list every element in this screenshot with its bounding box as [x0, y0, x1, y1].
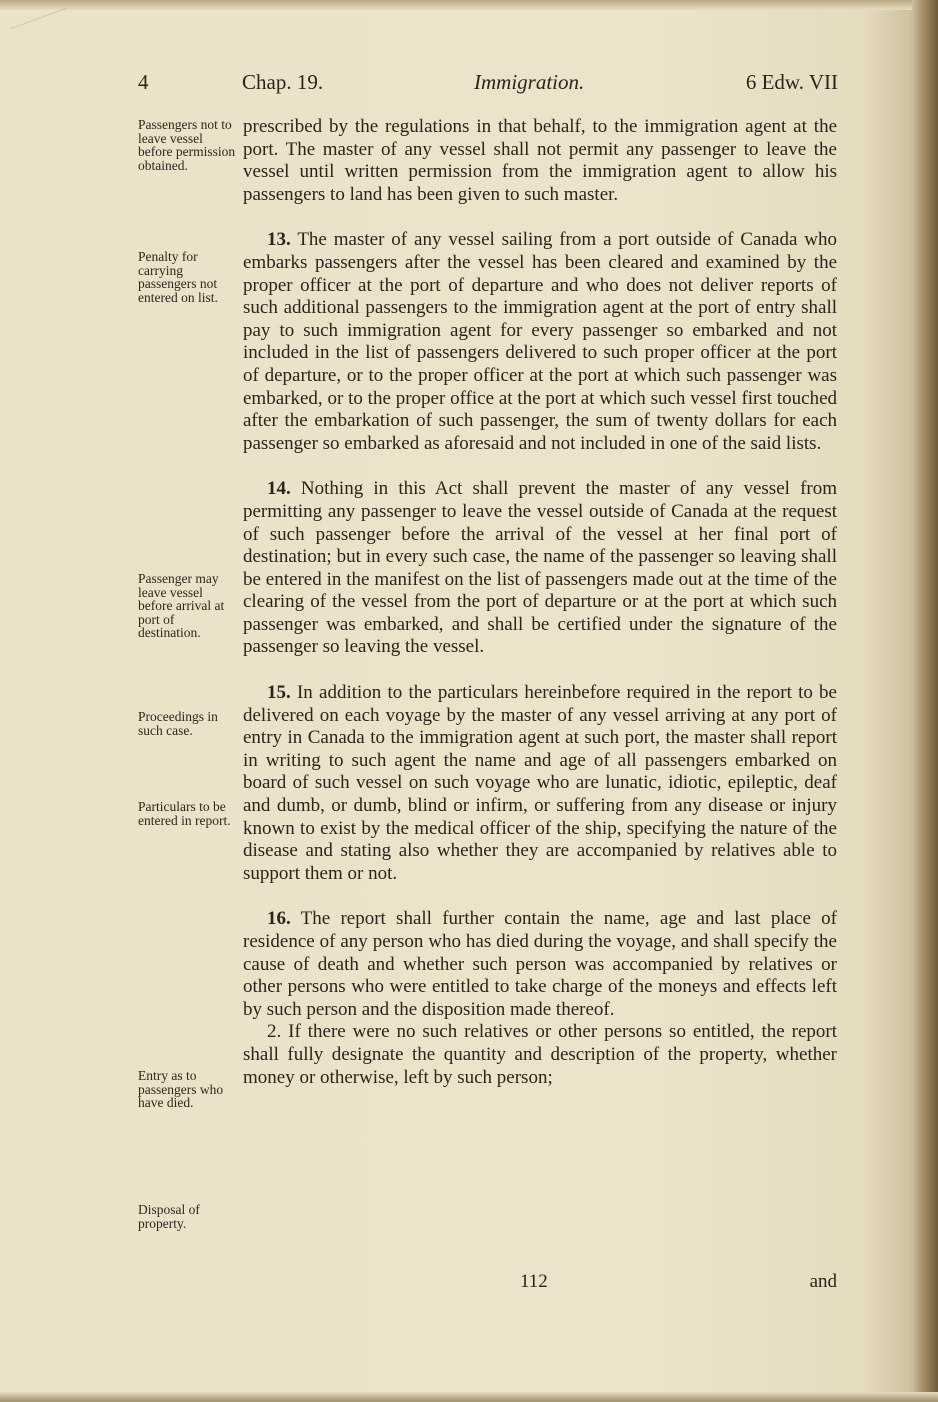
margin-note: Entry as to passengers who have died.	[138, 1068, 224, 1110]
page-bottom-edge	[0, 1392, 938, 1402]
regnal-year: 6 Edw. VII	[745, 70, 838, 94]
page-footer	[243, 1271, 837, 1295]
section-number: 15.	[267, 682, 291, 704]
page-number: 4	[138, 70, 149, 94]
paragraph-text: prescribed by the regulations in that behalf, to the immigration agent at the port. The master of any vessel shall not permit any passenger to leave the vessel until written permission from the immigration agent to allow his passengers to land has been given to such master.	[243, 116, 837, 205]
catchword: and	[809, 1271, 837, 1292]
page-top-edge	[0, 0, 938, 10]
section-13	[243, 229, 837, 455]
paragraph-text: If there were no such relatives or other persons so entitled, the report shall fully designate the quantity and description of the property, whether money or otherwise, left by such person;	[243, 1021, 838, 1088]
margin-note: Disposal of property.	[138, 1202, 200, 1231]
section-14	[243, 478, 837, 659]
running-header	[138, 70, 838, 100]
margin-note: Penalty for carrying passengers not entered on list.	[138, 249, 218, 305]
margin-note: Proceedings in such case.	[138, 709, 218, 738]
section-number: 14.	[267, 478, 291, 500]
subsection-number: 2.	[267, 1021, 282, 1043]
section-number: 16.	[267, 908, 291, 930]
paragraph-text: Nothing in this Act shall prevent the master of any vessel from permitting any passenger to leave the vessel outside of Canada at the request of such passenger before the arrival of the vessel at her final port of destination; but in every such case, the name of the passenger so leaving shall be entered in the manifest on the list of passengers made out at the time of the clearing of the vessel from the port of departure or at the port at which such passenger was embarked, and shall be certified under the signature of the passenger so leaving the vessel.	[243, 478, 838, 658]
paragraph-text: In addition to the particulars hereinbefore required in the report to be delivered on each voyage by the master of any vessel arriving at any port of entry in Canada to the immigration agent at such port, the master shall report in writing to such agent the name and age of all passengers embarked on board of such vessel on such voyage who are lunatic, idiotic, epileptic, deaf and dumb, or dumb, blind or infirm, or suffering from any disease or injury known to exist by the medical officer of the ship, specifying the nature of the disease and stating also whether they are accompanied by relatives able to support them or not.	[243, 682, 837, 884]
section-15	[243, 682, 837, 885]
section-number: 13.	[267, 229, 291, 251]
chapter-label: Chap. 19.	[242, 70, 324, 94]
paragraph-text: The report shall further contain the name, age and last place of residence of any person who has died during the voyage, and shall specify the cause of death and whether such person was accompanied by relatives or other persons who were entitled to take charge of the moneys and effects left by such person and the disposition made thereof.	[243, 908, 837, 1020]
margin-note: Passenger may leave vessel before arrival at port of destination.	[138, 571, 225, 640]
paragraph-text: The master of any vessel sailing from a port outside of Canada who embarks passengers after the vessel has been cleared and examined by the proper officer at the port of departure and who does not deliver reports of such additional passengers to the immigration agent at the port of entry shall pay to such immigration agent for every passenger so embarked and not included in the list of passengers delivered to such proper officer at the port of departure, or to the proper officer at the port at which such passenger was embarked, or to the proper office at the port at which such vessel first touched after the embarkation of such passenger, the sum of twenty dollars for each passenger so embarked as aforesaid and not included in one of the said lists.	[243, 229, 837, 454]
body-text	[243, 116, 837, 1089]
margin-note: Passengers not to leave vessel before permission obtained.	[138, 117, 236, 173]
section-16	[243, 908, 837, 1021]
running-title: Immigration.	[474, 70, 585, 94]
margin-note: Particulars to be entered in report.	[138, 799, 231, 828]
paragraph	[243, 116, 837, 206]
binding-edge	[912, 0, 938, 1402]
subsection-2	[243, 1021, 837, 1089]
folio-number: 112	[520, 1271, 548, 1292]
